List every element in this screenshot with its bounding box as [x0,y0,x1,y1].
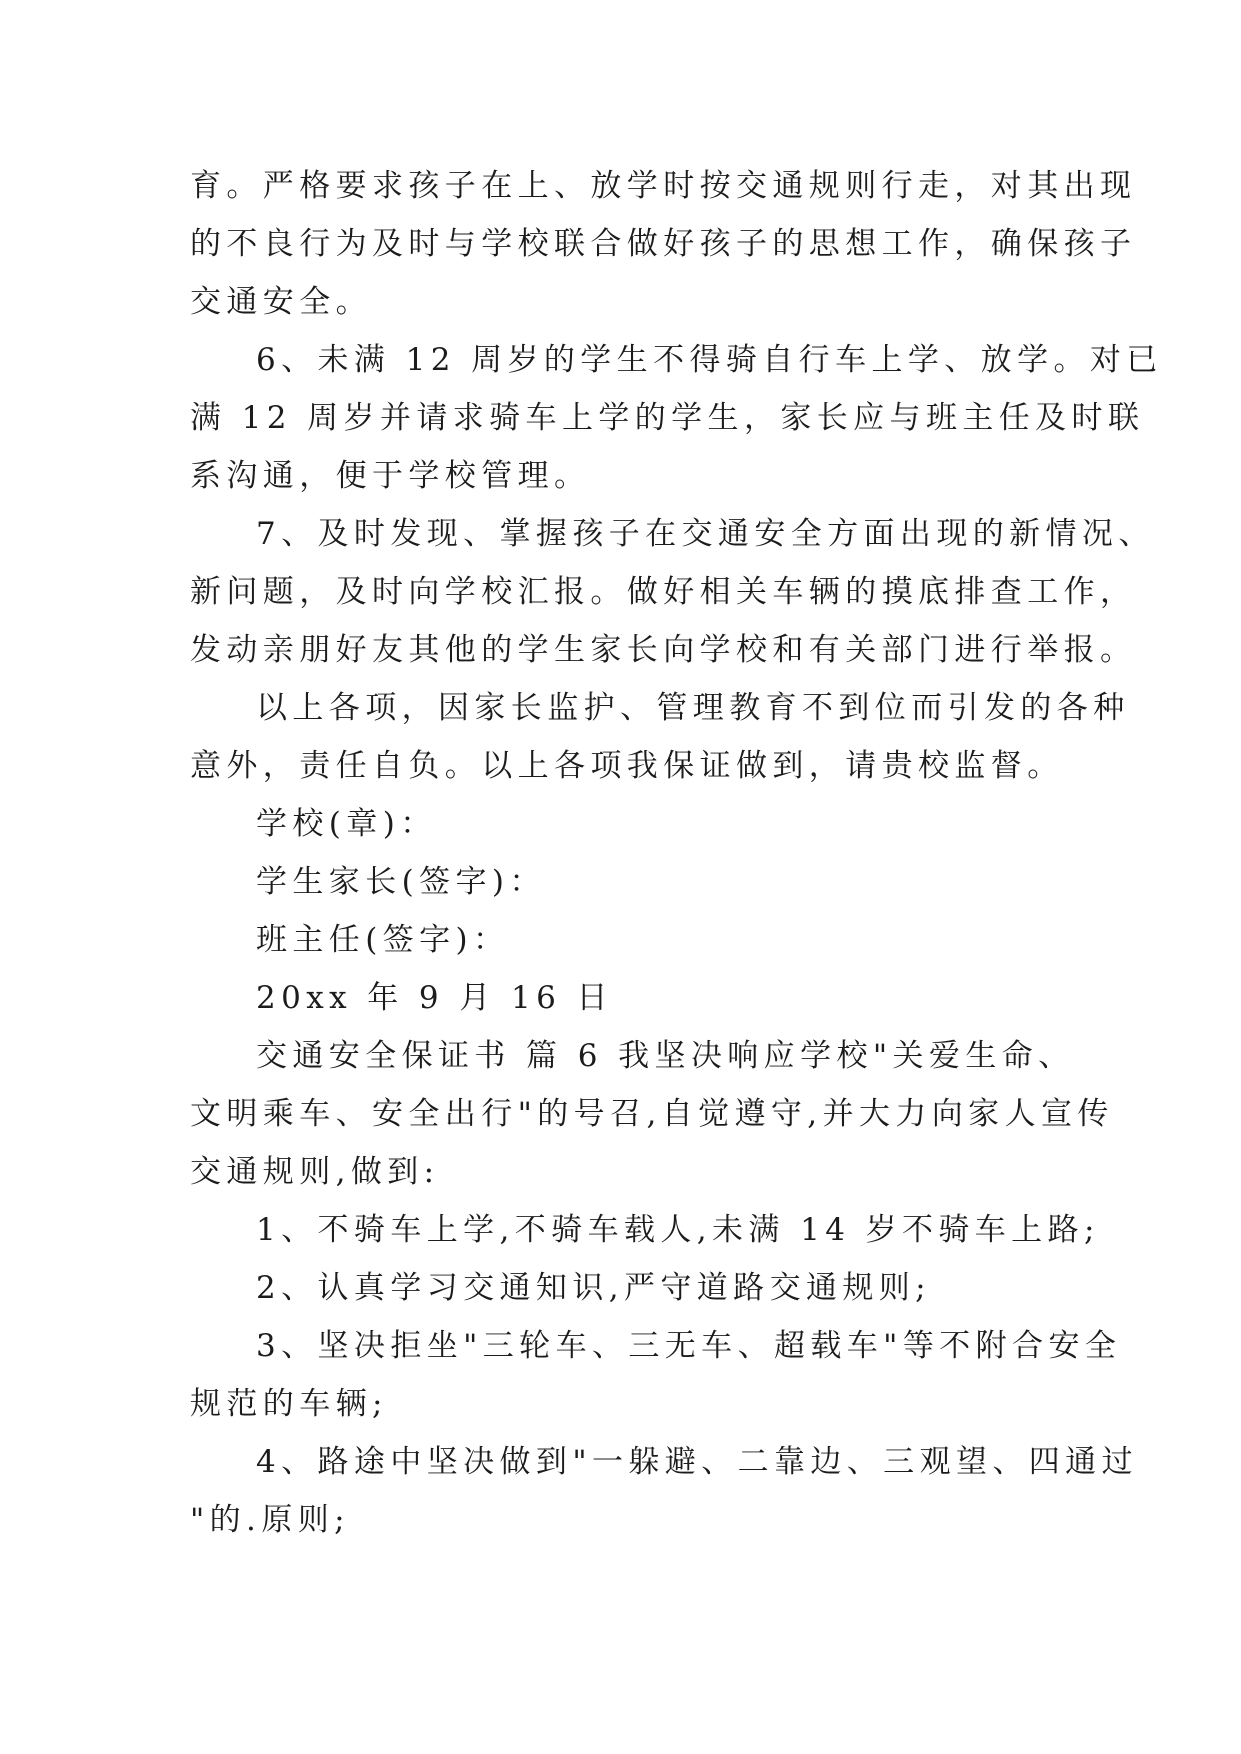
list-item: 3、坚决拒坐"三轮车、三无车、超载车"等不附合安全 [256,1328,1122,1364]
section-heading-line: 交通安全保证书 篇 6 我坚决响应学校"关爱生命、 [256,1038,1075,1074]
text-line: 意外，责任自负。以上各项我保证做到，请贵校监督。 [190,748,1064,784]
text-line: 6、未满 12 周岁的学生不得骑自行车上学、放学。对已 [256,342,1163,378]
list-item: 4、路途中坚决做到"一躲避、二靠边、三观望、四通过 [256,1444,1138,1480]
parent-signature-line: 学生家长(签字)： [256,864,546,900]
date-line: 20xx 年 9 月 16 日 [256,980,613,1016]
list-item: 1、不骑车上学,不骑车载人,未满 14 岁不骑车上路; [256,1212,1100,1248]
text-line: 系沟通，便于学校管理。 [190,458,591,494]
text-line: 的不良行为及时与学校联合做好孩子的思想工作，确保孩子 [190,226,1137,262]
text-line: 7、及时发现、掌握孩子在交通安全方面出现的新情况、 [256,516,1155,552]
text-line: 文明乘车、安全出行"的号召,自觉遵守,并大力向家人宣传 [190,1096,1114,1132]
text-line: 以上各项，因家长监护、管理教育不到位而引发的各种 [256,690,1130,726]
text-line: 新问题，及时向学校汇报。做好相关车辆的摸底排查工作， [190,574,1137,610]
text-line: 育。严格要求孩子在上、放学时按交通规则行走，对其出现 [190,168,1137,204]
list-item: 2、认真学习交通知识,严守道路交通规则; [256,1270,932,1306]
text-line: 交通安全。 [190,284,372,320]
text-line: "的.原则; [190,1502,350,1538]
text-line: 交通规则,做到: [190,1154,440,1190]
text-line: 发动亲朋好友其他的学生家长向学校和有关部门进行举报。 [190,632,1137,668]
text-line: 规范的车辆; [190,1386,388,1422]
school-seal-line: 学校(章)： [256,806,437,842]
text-line: 满 12 周岁并请求骑车上学的学生，家长应与班主任及时联 [190,400,1145,436]
teacher-signature-line: 班主任(签字)： [256,922,510,958]
